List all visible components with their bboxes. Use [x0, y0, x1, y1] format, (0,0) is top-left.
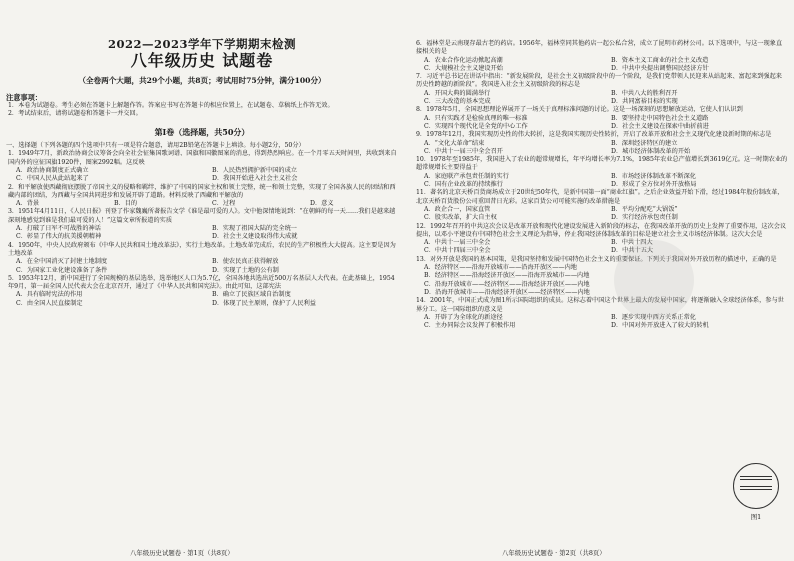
figure-caption: 图1 — [750, 512, 762, 521]
answer-option: A．中共十一届三中全会 — [424, 239, 491, 247]
answer-option: A．“文化大革命”结束 — [424, 139, 485, 147]
page-footer: 八年级历史试题卷 · 第1页（共8页） — [130, 548, 234, 557]
note-item: 2．考试结束后，请将试题卷和答题卡一并交回。 — [8, 110, 142, 118]
wto-logo-icon — [733, 463, 779, 509]
answer-option: C．过程 — [212, 200, 236, 208]
answer-option: A．农业合作化运动掀起高潮 — [424, 56, 503, 64]
question-stem: 13．对外开放是我国的基本国策，是我国坚持和发展中国特色社会主义的重要保证。下列关于我国对外开放历程的描述中，正确的是 — [416, 255, 777, 263]
answer-option: C．大规模社会主义建设开始 — [424, 64, 503, 72]
answer-option: D．体现了民主原则，保护了人民利益 — [212, 299, 316, 307]
answer-option: B．逐步实现中西方关系正常化 — [611, 313, 696, 321]
answer-option: B．人民热烈拥护新中国的成立 — [212, 166, 297, 174]
answer-option: C．为国家工业化建设准备了条件 — [16, 266, 108, 274]
answer-option: B．要坚持走中国特色社会主义道路 — [611, 114, 709, 122]
answer-option: D．中共中央提出调整国民经济方针 — [611, 64, 709, 72]
answer-option: B．市场经济体制改革不断深化 — [611, 172, 696, 180]
answer-option: B．经济特区——沿海经济开放区——沿海开放城市——内地 — [424, 272, 590, 280]
answer-option: D．社会主义建设取得伟大成就 — [212, 233, 298, 241]
question-stem: 3．1951年4月11日，《人民日报》刊登了作家魏巍所著报告文学《谁是最可爱的人》。文中他深情地说到：“在朝鲜的每一天……我们是越来越深刻地感觉到谁是我们最可爱的人！”这篇文章所报道的实质 — [8, 208, 396, 224]
answer-option: C．国有企业改革的持续推行 — [424, 181, 503, 189]
option-list — [414, 115, 788, 132]
question-list — [414, 40, 788, 330]
answer-option: C．中国人民从此站起来了 — [16, 175, 89, 183]
option-list — [6, 258, 398, 275]
answer-option: B．目的 — [114, 200, 138, 208]
answer-option: D．实现了土地的公有制 — [212, 266, 279, 274]
right-page — [402, 0, 794, 561]
answer-option: D．我国开始进入社会主义社会 — [212, 175, 298, 183]
option-list — [414, 206, 788, 223]
answer-option: D．社会主义建设在探索中曲折前进 — [611, 122, 709, 130]
answer-option: A．打破了日军不可战胜的神话 — [16, 225, 101, 233]
answer-option: C．主办同际会议发挥了积极作用 — [424, 322, 516, 330]
answer-option: A．开国大典的圆满举行 — [424, 89, 491, 97]
answer-option: B．平均分配吃“大锅饭” — [611, 205, 678, 213]
answer-option: A．在全中国消灭了封建土地制度 — [16, 258, 108, 266]
exam-title: 2022—2023学年下学期期末检测 — [107, 37, 296, 51]
answer-option: D．意义 — [310, 200, 334, 208]
answer-option: C．中共十四届三中全会 — [424, 247, 491, 255]
answer-option: A．政治协商制度正式确立 — [16, 166, 89, 174]
section-instruction: 一、选择题（下列各题的四个选项中只有一项是符合题意，请用2B铅笔在答题卡上填涂。每小题2分，50分） — [6, 142, 305, 150]
question-stem: 14．2001年，中国正式成为图1所示国际组织的成员。这标志着中国这个世界上最大的发展中国家，将逐渐融入全球经济体系，参与世界分工。这一国际组织的意义是 — [416, 297, 784, 313]
question-stem: 9．1978年12月，我国实现历史性的伟大转折，这是我国实现历史性转折，开启了改革开放和社会主义现代化建设新时期的标志是 — [416, 131, 772, 139]
answer-option: D．沿海开放城市——沿海经济开放区——经济特区——内地 — [424, 288, 590, 296]
option-list — [6, 291, 398, 308]
question-stem: 5．1953年12月，新中国进行了全国规模的基层选举，选举地区人口为5.7亿，全国各地共选出近500万名基层人大代表。在此基础上，1954年9月，第一届全国人民代表大会在北京召开，通过了《中华人民共和国宪法》。由此可知，这部宪法 — [8, 274, 395, 291]
answer-option: A．背景 — [16, 200, 40, 208]
answer-option: C．彰显了伟大的抗美援朝精神 — [16, 233, 102, 241]
option-list — [414, 173, 788, 190]
answer-option: A．具有临时宪法的作用 — [16, 291, 83, 299]
subject-title: 八年级历史 试题卷 — [130, 51, 274, 71]
figure-1 — [730, 463, 782, 521]
question-stem: 10．1978年至1985年，我国进入了农业的超常规增长，年平均增长率为7.1%，1985年农业总产值增长到3619亿元。这一时期农业的超常规增长主要得益于 — [416, 156, 788, 172]
option-list — [414, 314, 788, 331]
answer-option: B．中共八大的胜利召开 — [611, 89, 678, 97]
option-list — [414, 57, 788, 74]
answer-option: C．股实改革，扩大自主权 — [424, 214, 497, 222]
answer-option: D．共同富裕目标的实现 — [611, 98, 678, 106]
page-footer: 八年级历史试题卷 · 第2页（共8页） — [502, 548, 606, 557]
faint-stamp — [614, 240, 694, 320]
answer-option: B．实现了祖国大陆的完全统一 — [212, 225, 297, 233]
answer-option: C．实现四个现代化是全党的中心工作 — [424, 122, 528, 130]
question-stem: 2．和平解放使西藏彻底摆脱了帝国主义的侵略和羁绊，维护了中国的国家主权和领土完整，统一和领土完整，实现了全国各族人民的团结和西藏内部的团结，为西藏与全国共同进步和发展开辟了道路。材料反映了西藏和平解放的 — [8, 183, 396, 199]
answer-option: A．开辟了为全球化的新途径 — [424, 313, 503, 321]
answer-option: B．资本主义工商业的社会主义改造 — [611, 56, 709, 64]
answer-option: D．形成了全方位对外开放格局 — [611, 181, 697, 189]
answer-option: B．中共十四大 — [611, 239, 653, 247]
notes-title: 注意事项： — [6, 92, 42, 102]
note-item: 1．本卷为试题卷。考生必须在答题卡上解题作答。答案应书写在答题卡的相应位置上，在试题卷、草稿纸上作答无效。 — [8, 102, 334, 110]
question-list — [6, 150, 398, 308]
answer-option: C．三大改造的基本完成 — [424, 98, 491, 106]
answer-option: B．确立了民族区域自治制度 — [212, 291, 291, 299]
question-stem: 8．1978年5月，全国思想理论界展开了一场关于真理标准问题的讨论。这是一场深刻的思想解放运动，它使人们认识到 — [416, 106, 743, 114]
answer-option: D．中共十五大 — [611, 247, 654, 255]
option-list — [414, 239, 788, 256]
exam-info: （全卷两个大题，共29个小题，共8页；考试用时75分钟，满分100分） — [78, 75, 326, 85]
question-stem: 6．福林堂是云南现存最古老的药店。1956年，福林堂同其他药店一起公私合营，成立了昆明市药材公司。以下选项中，与这一现象直接相关的是 — [416, 40, 783, 56]
option-list — [414, 140, 788, 157]
answer-option: A．政企合一，国家直管 — [424, 205, 491, 213]
answer-option: C．由全国人民直接制定 — [16, 299, 83, 307]
question-stem: 1．1949年7月，新政治协商会议筹备会向全社会征集国歌词谱、国旗和国徽图案的消息，得到热烈响应。在一个月零五天时间里，共收到来自国内外的应征国旗1920件，图案2992幅。这反映 — [8, 150, 397, 166]
answer-option: D．实行经济承包责任制 — [611, 214, 678, 222]
question-stem: 4．1950年，中央人民政府颁布《中华人民共和国土地改革法》，实行土地改革。土地改革完成后，农民的生产积极性大大提高。这主要是因为土地改革 — [8, 241, 396, 257]
answer-option: D．城市经济体制改革的开始 — [611, 147, 691, 155]
option-list — [414, 264, 788, 297]
option-list — [414, 90, 788, 107]
question-stem: 7．习近平总书记在讲话中指出：“新发展阶段，是社会主义初级阶段中的一个阶段，是我们党带领人民迎来从站起来、富起来到强起来历史性跨越的新阶段”。我国进入社会主义初级阶段的标志是 — [416, 73, 782, 89]
question-stem: 12．1992年召开的中共这次会议是改革开放和现代化建设发展进入新阶段的标志，在我国改革开放的历史上发挥了重要作用，这次会议提出，以邓小平建设有中国特色社会主义理论为指导，停止我国经济体制改革的目标是建立社会主义市场经济体制。这次大会是 — [416, 222, 787, 238]
option-list — [6, 225, 398, 242]
answer-option: A．家庭联产承包责任制的实行 — [424, 172, 509, 180]
answer-option: B．深圳经济特区的建立 — [611, 139, 678, 147]
question-stem: 11．著名的北京天桥百货商场成立于20世纪50年代，是新中国第一面“商业红旗”。之后企业效益开始下滑，经过1984年股份制改革，北京天桥百货股份公司重回昔日光彩。这家百货公司可能实施的改革措施是 — [416, 189, 784, 205]
answer-option: C．沿海开放城市——经济特区——沿海经济开放区——内地 — [424, 280, 590, 288]
part-title: 第Ⅰ卷（选择题，共50分） — [154, 126, 250, 137]
answer-option: D．中国对外开放进入了较大的转机 — [611, 322, 709, 330]
answer-option: B．使农民真正获得解放 — [212, 258, 279, 266]
answer-option: A．经济特区——沿海开放城市——沿海开放区——内地 — [424, 264, 577, 272]
answer-option: C．中共十一届三中全会召开 — [424, 147, 503, 155]
answer-option: A．只有实践才是检验真理的唯一标准 — [424, 114, 528, 122]
option-list — [6, 167, 398, 184]
